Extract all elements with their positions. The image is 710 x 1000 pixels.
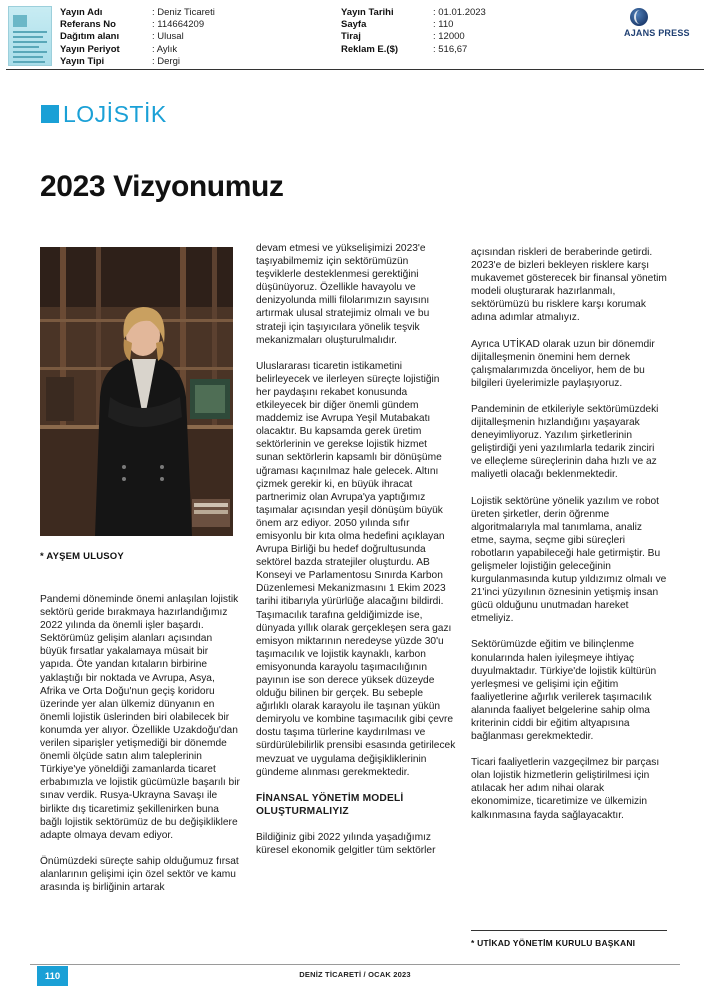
paragraph: devam etmesi ve yükselişimizi 2023'e taşıyabilmemiz için sektörümüzün teşviklerle desteklenmesi gerektiğini düşünüyoruz. Özellikle havayolu ve denizyolunda milli filolarımızın sayısını artırmak ulusal stratejimiz olmalı ve bu strateji için taşıyıcılara yönelik teşvik mekanizmaları oluşturulmalıdır. bbox=[256, 243, 430, 346]
meta-row-period: Yayın Periyot : Aylık bbox=[60, 43, 178, 55]
logo-text: AJANS PRESS bbox=[624, 28, 690, 38]
paragraph: Önümüzdeki süreçte sahip olduğumuz fırsat alanlarının gelişimi için özel sektör ve kamu arasında iş birliğinin artarak bbox=[40, 855, 239, 893]
author-photo bbox=[40, 247, 233, 536]
meta-row-ad-value: Reklam E.($) : 516,67 bbox=[341, 43, 468, 55]
page-number: 110 bbox=[37, 966, 68, 986]
header-divider bbox=[6, 69, 704, 70]
section-label: LOJİSTİK bbox=[63, 101, 167, 127]
article-column-2 bbox=[256, 242, 456, 857]
article-column-1 bbox=[40, 593, 240, 894]
paragraph: açısından riskleri de beraberinde getirdi. 2023'e de bizleri bekleyen risklere karşı mukavemet gösterecek bir finansal yönetim modeli oluşturarak hazırlanmalı, sektörümüzü bu risklere karşı korumak adına adımlar atmalıyız. bbox=[471, 247, 667, 324]
meta-row-circulation: Tiraj : 12000 bbox=[341, 31, 465, 43]
signoff-divider bbox=[471, 930, 667, 931]
page-thumbnail[interactable] bbox=[8, 6, 52, 66]
meta-row-publication: Yayın Adı : Deniz Ticareti bbox=[60, 7, 215, 18]
paragraph: Uluslararası ticaretin istikametini belirleyecek ve ilerleyen süreçte lojistiğin her paydaşını rekabet konusunda etkileyecek bir diğer önemli gündem maddemiz ise Avrupa Yeşil Mutabakatı olacaktır. Bu kapsamda gerek üretim sektörlerinin ve gerekse lojistik hizmet sunan sektörlerin kapsamlı bir dönüşüme uğraması kaçınılmaz hale gelecek. Altını çizmek gerekir ki, en büyük ihracat partnerimiz olan Avrupa'ya yaptığımız taşımalar açısından yeşil dönüşüm büyük önem arz ediyor. 2050 yılında sıfır emisyonlu bir kıta olma hedefini açıklayan Avrupa Birliği bu hedef doğrultusunda sektörel bazda stratejiler oluşturdu. AB Konseyi ve Parlamentosu Sınırda Karbon Düzenlemesi Mekanizmasını 1 Ekim 2023 tarihi itibarıyla yürürlüğe alacağını bildirdi. Taşımacılık tarafına geldiğimizde ise, dünyada yıllık olarak gerçekleşen sera gazı emisyon miktarının neredeyse yüzde 30'u taşımacılık ve lojistik kaynaklı, karbon emisyonunda karayolu taşımacılığının payının ise son derece yüksek düzeyde olduğu bilinen bir gerçek. Bu sebeple ağırlıklı olarak karayolu ile taşınan yükün demiryolu ve kombine taşımacılık gibi çevre dostu taşıma türlerine kaydırılması ve sürdürülebilirlik prensibi esasında getirilecek mevzuat ve uygulama değişikliklerinin gündeme alınması gerekmektedir. bbox=[256, 360, 456, 778]
meta-row-page: Sayfa : 110 bbox=[341, 19, 454, 31]
paragraph: Bildiğiniz gibi 2022 yılında yaşadığımız küresel ekonomik gelgitler tüm sektörler bbox=[256, 831, 436, 857]
ajans-press-logo[interactable] bbox=[624, 8, 704, 48]
paragraph: Sektörümüzde eğitim ve bilinçlenme konularında halen iyileşmeye ihtiyaç duyulmaktadır. Türkiye'de lojistik kültürün yerleşmesi ve gelişimi için eğitim faaliyetlerine ağırlık verilerek taşımacılık alanında faaliyet belgelerine sahip olma kriterinin ciddi bir eğitim altyapısına bağlanması gerekmektedir. bbox=[471, 639, 657, 743]
section-tag bbox=[41, 102, 167, 126]
meta-row-distribution: Dağıtım alanı : Ulusal bbox=[60, 31, 184, 43]
clipping-meta-left bbox=[60, 7, 215, 68]
footer-divider bbox=[30, 964, 680, 965]
article-title: 2023 Vizyonumuz bbox=[40, 170, 284, 203]
meta-row-type: Yayın Tipi : Dergi bbox=[60, 55, 180, 67]
author-title: * UTİKAD YÖNETİM KURULU BAŞKANI bbox=[471, 938, 636, 948]
section-square-icon bbox=[41, 105, 59, 123]
footer-publication: DENİZ TİCARETİ / OCAK 2023 bbox=[299, 970, 411, 979]
clipping-meta-right bbox=[341, 7, 486, 56]
paragraph: Pandeminin de etkileriyle sektörümüzdeki dijitalleşmenin hızlandığını yaşayarak deneyimliyoruz. Yazılım şirketlerinin geliştirdiği yeni yazılımlarla tedarik zinciri ve elleçleme süreçlerinin daha hızlı ve az maliyetli olacağı beklenmektedir. bbox=[471, 403, 659, 481]
subheading: FİNANSAL YÖNETİM MODELİ OLUŞTURMALIYIZ bbox=[256, 792, 404, 817]
meta-row-reference: Referans No : 114664209 bbox=[60, 19, 205, 31]
author-name: * AYŞEM ULUSOY bbox=[40, 551, 124, 562]
paragraph: Ticari faaliyetlerin vazgeçilmez bir parçası olan lojistik hizmetlerin geliştirilmesi için atılacak her adım nihai olarak ekonomimize, ticaretimize ve ülkemizin kalkınmasına fayda sağlayacaktır. bbox=[471, 757, 660, 821]
paragraph: Pandemi döneminde önemi anlaşılan lojistik sektörü geride bırakmaya hazırlandığımız 2022 yılında da önemli işler başardı. Sektörümüz gelişim alanları açısından büyük fırsatlar yakalamaya müsait bir yapıda. Öte yandan kıtaların birbirine yaklaştığı bir noktada ve Avrupa, Asya, Afrika ve Orta Doğu'nun geçiş koridoru üzerinde yer alan ülkemiz dünyanın en önemli lojistik üslerinden biri olabilecek bir konumda yer alıyor. Özellikle Uzakdoğu'dan verilen siparişler yetişmediği bir dönemde önemli ölçüde satın alım taleplerinin Türkiye'ye yöneldiği zamanlarda ticaret erbabımızla ve lojistik gücümüzle başarılı bir sınav verdik. Rusya-Ukrayna Savaşı ile birlikte dış ticaretimiz şekillenirken buna bağlı lojistik sektörümüz de bu değişikliklere adapte olmaya devam ediyor. bbox=[40, 594, 240, 841]
meta-row-date: Yayın Tarihi : 01.01.2023 bbox=[341, 7, 486, 18]
paragraph: Ayrıca UTİKAD olarak uzun bir dönemdir dijitalleşmenin önemini hem dernek çalışmalarımızda önceliyor, hem de bu bilgileri üyelerimizle paylaşıyoruz. bbox=[471, 338, 655, 389]
clipping-header bbox=[0, 0, 710, 70]
paragraph: Lojistik sektörüne yönelik yazılım ve robot üreten şirketler, derin öğrenme algoritmalarıyla mal tanımlama, analiz etme, sayma, seçme gibi süreçleri robotların yapabileceği hale getirmiştir. Bu gelişmeler lojistiğin geleceğinin kurgulanmasında kutup yıldızımız olmalı ve 21'inci yüzyılının öznesinin yetişmiş insan gücü olduğunu unutmadan hareket etmeliyiz. bbox=[471, 495, 667, 625]
article-column-3 bbox=[471, 246, 667, 822]
globe-icon bbox=[630, 8, 648, 26]
